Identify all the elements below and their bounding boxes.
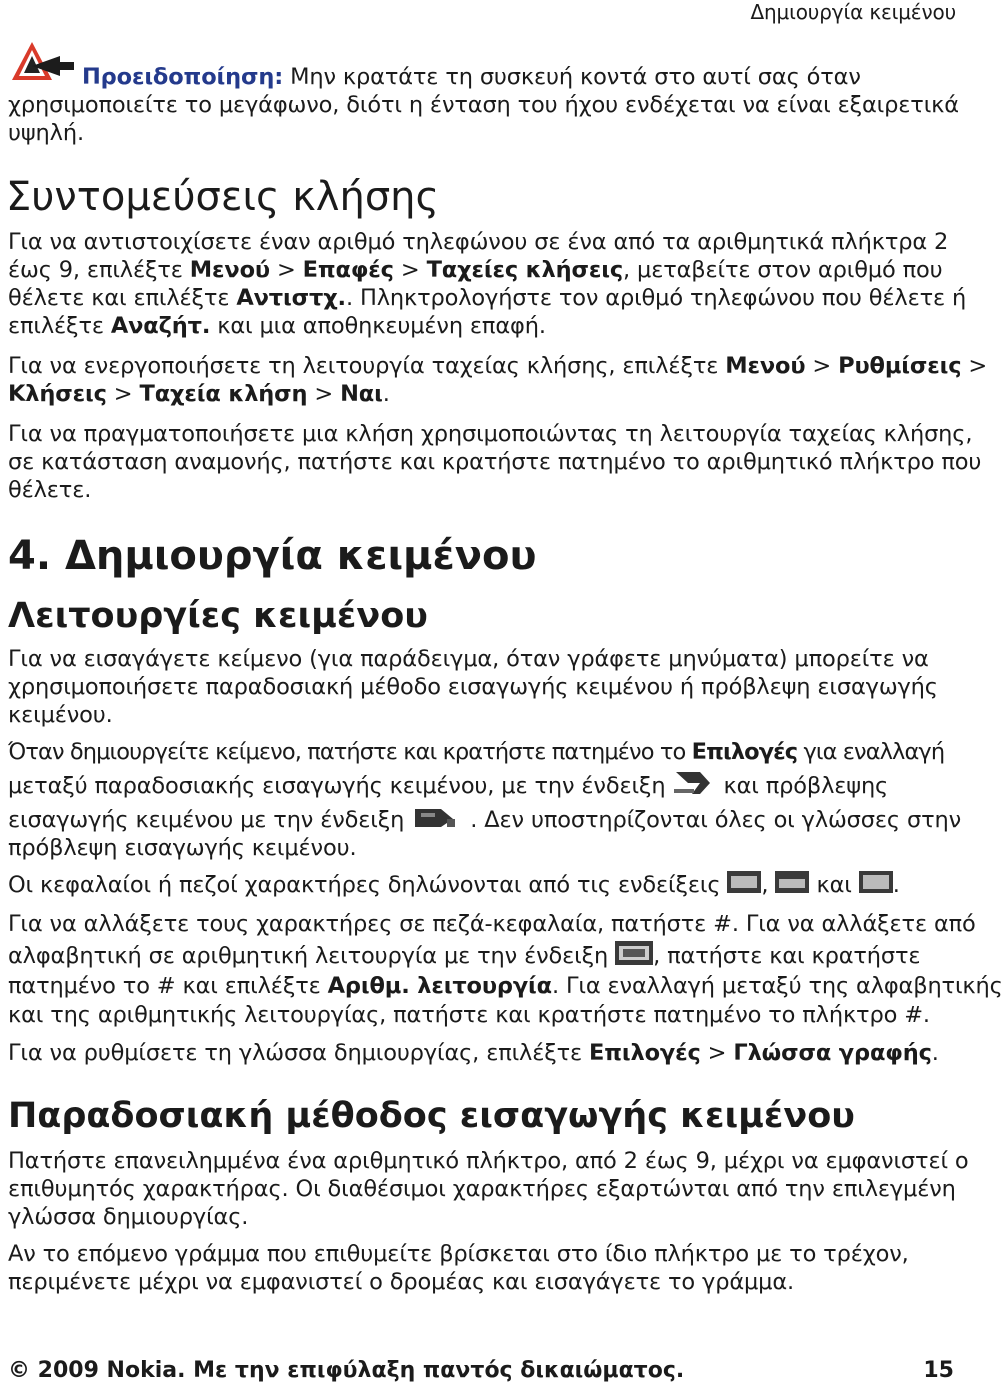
functions-p4-line-4: και της αριθμητικής λειτουργίας, πατήστε και κρατήστε πατημένο το πλήκτρο #.	[8, 1002, 930, 1028]
traditional-p1-line-3: γλώσσα δημιουργίας.	[8, 1204, 249, 1230]
shortcuts-p3-line-2: σε κατάσταση αναμονής, πατήστε και κρατήστε πατημένο το αριθμητικό πλήκτρο που	[8, 449, 982, 475]
warning-label: Προειδοποίηση:	[82, 64, 284, 90]
functions-p2-line-2: μεταξύ παραδοσιακής εισαγωγής κειμένου, με την ένδειξη και πρόβλεψης	[8, 769, 888, 804]
traditional-p1-line-1: Πατήστε επανειλημμένα ένα αριθμητικό πλήκτρο, από 2 έως 9, μέχρι να εμφανιστεί ο	[8, 1148, 969, 1174]
functions-p1-line-1: Για να εισαγάγετε κείμενο (για παράδειγμα, όταν γράφετε μηνύματα) μπορείτε να	[8, 646, 929, 672]
shortcuts-p2-line-2: Κλήσεις > Ταχεία κλήση > Ναι.	[8, 381, 390, 407]
warning-icon	[10, 40, 76, 88]
shortcuts-p3-line-1: Για να πραγματοποιήσετε μια κλήση χρησιμοποιώντας τη λειτουργία ταχείας κλήσης,	[8, 421, 973, 447]
functions-title: Λειτουργίες κειμένου	[8, 596, 428, 636]
uppercase-icon	[859, 871, 893, 900]
warning-line-2: χρησιμοποιείτε το μεγάφωνο, διότι η ένταση του ήχου ενδέχεται να είναι εξαιρετικά	[8, 92, 959, 118]
page-number: 15	[923, 1358, 954, 1383]
footer-copyright: © 2009 Nokia. Με την επιφύλαξη παντός δικαιώματος.	[8, 1358, 685, 1383]
shortcuts-p1-line-2: έως 9, επιλέξτε Μενού > Επαφές > Ταχείες κλήσεις, μεταβείτε στον αριθμό που	[8, 257, 943, 283]
traditional-input-icon	[672, 769, 716, 804]
functions-p4-line-3: πατημένο το # και επιλέξτε Αριθμ. λειτουργία. Για εναλλαγή μεταξύ της αλφαβητικής	[8, 973, 1003, 999]
functions-p1-line-2: χρησιμοποιήσετε παραδοσιακή μέθοδο εισαγωγής κειμένου ή πρόβλεψη εισαγωγής	[8, 674, 938, 700]
shortcuts-p2-line-1: Για να ενεργοποιήσετε τη λειτουργία ταχείας κλήσης, επιλέξτε Μενού > Ρυθμίσεις >	[8, 353, 988, 379]
lowercase-icon	[775, 871, 809, 900]
shortcuts-title: Συντομεύσεις κλήσης	[6, 174, 440, 220]
traditional-p2-line-1: Αν το επόμενο γράμμα που επιθυμείτε βρίσκεται στο ίδιο πλήκτρο με το τρέχον,	[8, 1241, 909, 1267]
shortcuts-p1-line-1: Για να αντιστοιχίσετε έναν αριθμό τηλεφώνου σε ένα από τα αριθμητικά πλήκτρα 2	[8, 229, 949, 255]
shortcuts-p1-line-4: επιλέξτε Αναζήτ. και μια αποθηκευμένη επαφή.	[8, 313, 546, 339]
functions-p2-line-1: Όταν δημιουργείτε κείμενο, πατήστε και κρατήστε πατημένο το Επιλογές για εναλλαγή	[8, 739, 945, 765]
shortcuts-p1-line-3: θέλετε και επιλέξτε Αντιστχ.. Πληκτρολογήστε τον αριθμό τηλεφώνου που θέλετε ή	[8, 285, 967, 311]
predictive-input-icon	[411, 803, 463, 838]
chapter-title: 4. Δημιουργία κειμένου	[8, 533, 537, 579]
warning-line-1: Προειδοποίηση: Μην κρατάτε τη συσκευή κοντά στο αυτί σας όταν	[82, 64, 861, 90]
traditional-p1-line-2: επιθυμητός χαρακτήρας. Οι διαθέσιμοι χαρακτήρες εξαρτώνται από την επιλεγμένη	[8, 1176, 956, 1202]
sentence-case-icon	[727, 871, 761, 900]
functions-p1-line-3: κειμένου.	[8, 702, 113, 728]
functions-p2-line-3: εισαγωγής κειμένου με την ένδειξη . Δεν υποστηρίζονται όλες οι γλώσσες στην	[8, 803, 961, 838]
shortcuts-p3-line-3: θέλετε.	[8, 477, 92, 503]
functions-p4-line-1: Για να αλλάξετε τους χαρακτήρες σε πεζά-κεφαλαία, πατήστε #. Για να αλλάξετε από	[8, 911, 976, 937]
numeric-mode-icon	[615, 941, 653, 972]
functions-p3-line-1: Οι κεφαλαίοι ή πεζοί χαρακτήρες δηλώνονται από τις ενδείξεις , και .	[8, 872, 900, 898]
traditional-title: Παραδοσιακή μέθοδος εισαγωγής κειμένου	[8, 1096, 855, 1136]
traditional-p2-line-2: περιμένετε μέχρι να εμφανιστεί ο δρομέας και εισαγάγετε το γράμμα.	[8, 1269, 795, 1295]
functions-p4-line-2: αλφαβητική σε αριθμητική λειτουργία με την ένδειξη , πατήστε και κρατήστε	[8, 941, 920, 972]
warning-line-3: υψηλή.	[8, 120, 84, 146]
functions-p5-line-1: Για να ρυθμίσετε τη γλώσσα δημιουργίας, επιλέξτε Επιλογές > Γλώσσα γραφής.	[8, 1040, 939, 1066]
running-header: Δημιουργία κειμένου	[750, 0, 956, 24]
functions-p2-line-4: πρόβλεψη εισαγωγής κειμένου.	[8, 835, 357, 861]
